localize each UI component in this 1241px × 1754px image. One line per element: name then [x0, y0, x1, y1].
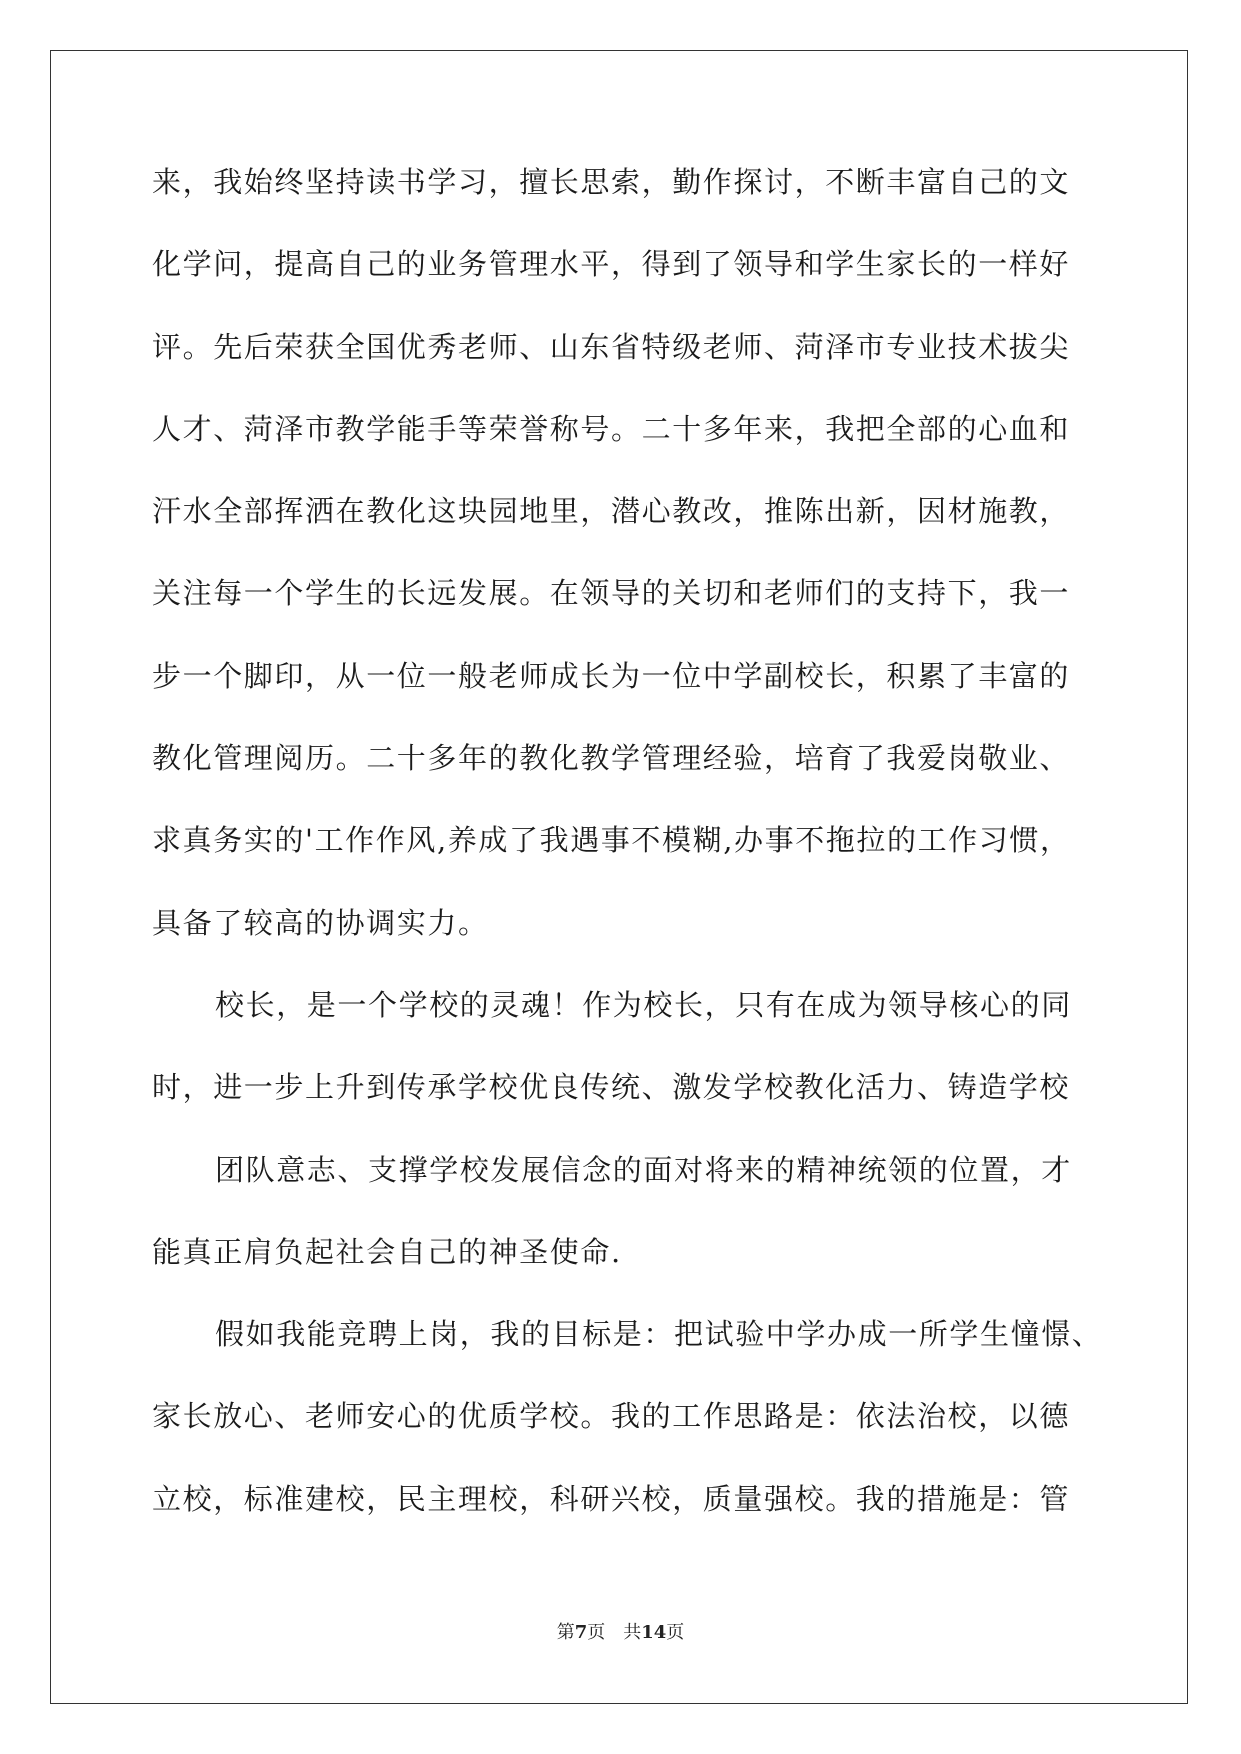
- text-line: 校长，是一个学校的灵魂！作为校长，只有在成为领导核心的同: [215, 987, 1072, 1022]
- page-current: 7: [574, 1622, 588, 1643]
- text-line: 具备了较高的协调实力。: [152, 905, 489, 940]
- text-line: 步一个脚印，从一位一般老师成长为一位中学副校长，积累了丰富的: [152, 658, 1071, 693]
- text-line: 立校，标准建校，民主理校，科研兴校，质量强校。我的措施是：管: [152, 1481, 1071, 1516]
- page-total: 14: [641, 1622, 667, 1643]
- text-line: 汗水全部挥洒在教化这块园地里，潜心教改，推陈出新，因材施教，: [152, 494, 1071, 529]
- total-prefix: 共: [623, 1622, 642, 1643]
- text-line: 团队意志、支撑学校发展信念的面对将来的精神统领的位置，才: [215, 1152, 1072, 1187]
- text-line: 求真务实的'工作作风,养成了我遇事不模糊,办事不拖拉的工作习惯，: [152, 823, 1071, 858]
- document-body: [152, 158, 1103, 1557]
- text-line: 人才、菏泽市教学能手等荣誉称号。二十多年来，我把全部的心血和: [152, 411, 1071, 446]
- text-line: 能真正肩负起社会自己的神圣使命.: [152, 1234, 622, 1269]
- text-line: 评。先后荣获全国优秀老师、山东省特级老师、菏泽市专业技术拔尖: [152, 329, 1071, 364]
- text-line: 关注每一个学生的长远发展。在领导的关切和老师们的支持下，我一: [152, 576, 1071, 611]
- text-line: 来，我始终坚持读书学习，擅长思索，勤作探讨，不断丰富自己的文: [152, 165, 1071, 199]
- text-line: 教化管理阅历。二十多年的教化教学管理经验，培育了我爱岗敬业、: [152, 741, 1071, 776]
- page-footer: [0, 1618, 1241, 1644]
- page-prefix: 第: [556, 1622, 575, 1643]
- text-line: 时，进一步上升到传承学校优良传统、激发学校教化活力、铸造学校: [152, 1070, 1071, 1105]
- text-line: 假如我能竞聘上岗，我的目标是：把试验中学办成一所学生憧憬、: [215, 1317, 1103, 1352]
- total-suffix: 页: [666, 1622, 685, 1643]
- text-line: 家长放心、老师安心的优质学校。我的工作思路是：依法治校，以德: [152, 1399, 1071, 1434]
- text-line: 化学问，提高自己的业务管理水平，得到了领导和学生家长的一样好: [152, 247, 1071, 282]
- page-suffix: 页: [587, 1622, 606, 1643]
